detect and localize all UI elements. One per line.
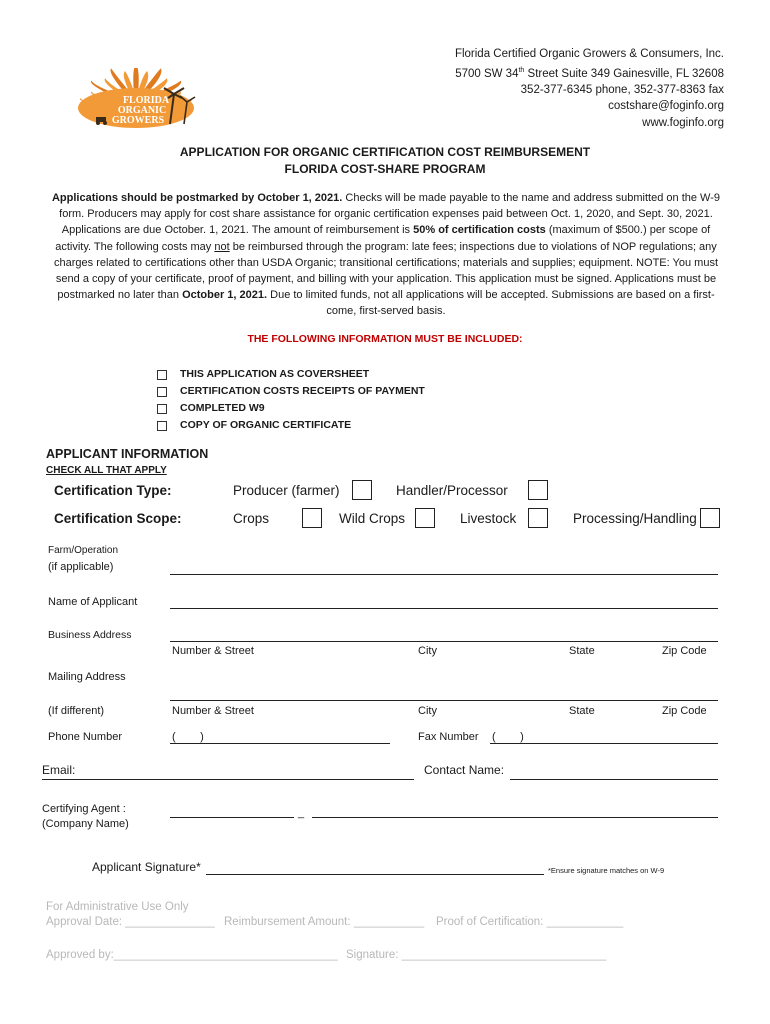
farm-label: Farm/Operation (48, 545, 119, 556)
mail-col-street: Number & Street (172, 705, 254, 717)
agent-label-1: Certifying Agent : (42, 803, 126, 815)
logo-text-3: GROWERS (111, 115, 165, 126)
name-label: Name of Applicant (48, 596, 138, 608)
mail-col-state: State (569, 705, 595, 717)
addr-col-city: City (418, 645, 437, 657)
email-label: Email: (42, 763, 76, 777)
fax-label: Fax Number (418, 731, 479, 743)
phone-input-line[interactable] (170, 743, 390, 744)
logo-text-1: FLORIDA (122, 95, 170, 106)
addr-col-zip: Zip Code (662, 645, 707, 657)
mailing-address-label: Mailing Address (48, 671, 126, 683)
proof-of-certification-field: Proof of Certification: ____________ (436, 916, 624, 928)
business-address-label: Business Address (48, 629, 132, 641)
addr-col-state: State (569, 645, 595, 657)
approved-by-field: Approved by:___________________________________ (46, 949, 338, 961)
org-address: 5700 SW 34th Street Suite 349 Gainesville, FL 32608 (455, 66, 724, 80)
required-items-checklist (157, 366, 425, 434)
processing-checkbox[interactable] (700, 508, 720, 528)
org-name: Florida Certified Organic Growers & Consumers, Inc. (454, 48, 724, 60)
handler-label: Handler/Processor (396, 483, 508, 498)
producer-label: Producer (farmer) (233, 483, 340, 498)
org-phone-fax: 352-377-6345 phone, 352-377-8363 fax (520, 83, 724, 96)
org-website: www.foginfo.org (642, 116, 724, 129)
phone-area-code: ( ) (172, 731, 204, 743)
florida-organic-growers-logo (68, 68, 208, 132)
signature-label: Applicant Signature* (92, 860, 201, 874)
farm-input-line[interactable] (170, 574, 718, 575)
processing-label: Processing/Handling (573, 511, 697, 526)
checklist-item[interactable]: CERTIFICATION COSTS RECEIPTS OF PAYMENT (157, 383, 425, 400)
fax-area-code: ( ) (492, 731, 524, 743)
cert-type-label: Certification Type: (54, 483, 172, 498)
reimbursement-amount-field: Reimbursement Amount: ___________ (224, 916, 425, 928)
wild-crops-checkbox[interactable] (415, 508, 435, 528)
checkbox[interactable] (157, 421, 167, 431)
checkbox[interactable] (157, 387, 167, 397)
title-line-1: APPLICATION FOR ORGANIC CERTIFICATION COST REIMBURSEMENT (179, 145, 591, 159)
org-header (455, 46, 724, 131)
wild-crops-label: Wild Crops (339, 511, 406, 526)
intro-paragraph: Applications should be postmarked by October 1, 2021. Checks will be made payable to the name and address submitted on the W-9 form. Producers may apply for cost share assistance for organic certification expenses paid between Oct. 1, 2020, and Sept. 30, 2021. Applications are due October. 1, 2021. The amount of reimbursement is 50% of certification costs (maximum of $500.) per scope of activity. The following costs may not be reimbursed through the program: late fees; inspections due to violations of NOP regulations; any charges related to certifications other than USDA Organic; transitional certifications; materials and supplies; equipment. NOTE: You must send a copy of your certificate, proof of payment, and billing with your application. This application must be signed. Applications must be postmarked no later than October 1, 2021. Due to limited funds, not all applications will be accepted. Submissions are based on a first-come, first-served basis. (51, 192, 721, 318)
fax-input-line[interactable] (490, 743, 718, 744)
mail-col-zip: Zip Code (662, 705, 707, 717)
phone-label: Phone Number (48, 731, 122, 743)
producer-checkbox[interactable] (352, 480, 372, 500)
handler-checkbox[interactable] (528, 480, 548, 500)
checklist-item[interactable]: COMPLETED W9 (157, 400, 425, 417)
crops-label: Crops (233, 511, 270, 526)
title-line-2: FLORIDA COST-SHARE PROGRAM (284, 162, 486, 176)
checklist-item[interactable]: COPY OF ORGANIC CERTIFICATE (157, 417, 425, 434)
contact-name-label: Contact Name: (424, 763, 505, 777)
mailing-sub-label: (If different) (48, 705, 105, 717)
livestock-label: Livestock (460, 511, 517, 526)
signature-input-line[interactable] (206, 874, 544, 875)
page-title (0, 144, 770, 178)
applicant-info-heading: APPLICANT INFORMATION (46, 447, 209, 461)
admin-signature-field: Signature: ________________________________ (346, 949, 607, 961)
check-all-note: CHECK ALL THAT APPLY (46, 465, 167, 476)
agent-label-2: (Company Name) (42, 818, 129, 830)
agent-input-line-1[interactable] (170, 817, 294, 818)
farm-sub-label: (if applicable) (48, 561, 114, 573)
livestock-checkbox[interactable] (528, 508, 548, 528)
contact-name-input-line[interactable] (510, 779, 718, 780)
must-include-heading: THE FOLLOWING INFORMATION MUST BE INCLUDED: (247, 333, 523, 345)
admin-heading: For Administrative Use Only (46, 901, 189, 913)
mail-col-city: City (418, 705, 437, 717)
agent-input-line-2[interactable] (312, 817, 718, 818)
approval-date-field: Approval Date: ______________ (46, 916, 215, 928)
email-input-line[interactable] (42, 779, 414, 780)
checkbox[interactable] (157, 370, 167, 380)
addr-col-street: Number & Street (172, 645, 254, 657)
checklist-item[interactable]: THIS APPLICATION AS COVERSHEET (157, 366, 425, 383)
business-address-line[interactable] (170, 641, 718, 642)
cert-scope-label: Certification Scope: (54, 511, 182, 526)
mailing-address-line[interactable] (170, 700, 718, 701)
org-email: costshare@foginfo.org (608, 100, 724, 113)
name-input-line[interactable] (170, 608, 718, 609)
checkbox[interactable] (157, 404, 167, 414)
signature-note: *Ensure signature matches on W-9 (548, 866, 665, 875)
logo-text-2: ORGANIC (117, 105, 167, 116)
crops-checkbox[interactable] (302, 508, 322, 528)
agent-dash: _ (298, 807, 305, 819)
